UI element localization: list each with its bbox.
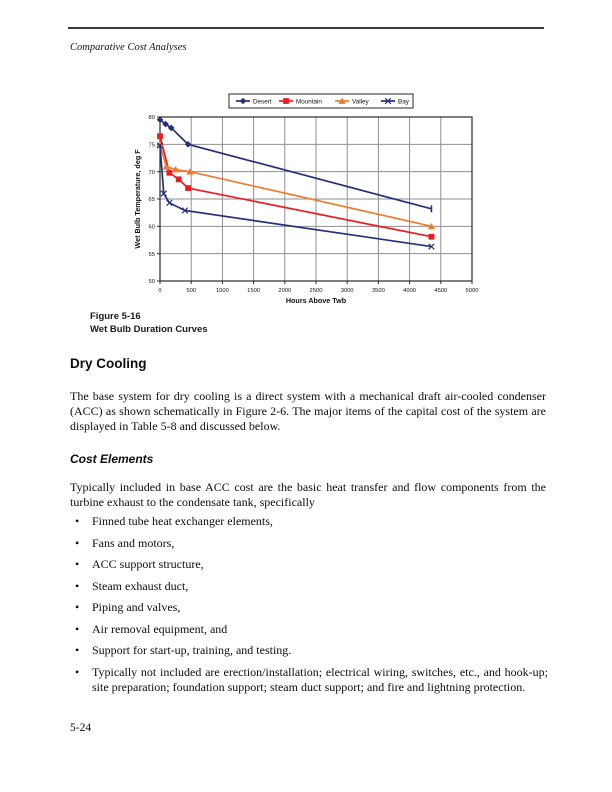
running-header: Comparative Cost Analyses (70, 42, 187, 53)
list-item: • ACC support structure, (70, 557, 548, 572)
series-desert (157, 116, 432, 212)
marker-triangle-icon (163, 163, 170, 169)
series-line (160, 136, 431, 237)
dry-cooling-paragraph: The base system for dry cooling is a direct system with a mechanical draft air-cooled condenser (ACC) as shown schematically in Figure 2-6. The major items of the capital cost of the system are displayed in Table 5-8 and discussed below. (70, 389, 546, 433)
y-tick-label: 75 (148, 142, 155, 149)
y-tick-label: 60 (148, 224, 155, 231)
y-tick-label: 50 (148, 279, 155, 286)
x-tick-label: 2000 (278, 288, 292, 294)
list-item: • Support for start-up, training, and testing. (70, 643, 548, 658)
list-item: • Finned tube heat exchanger elements, (70, 514, 548, 529)
figure-caption (90, 311, 208, 336)
x-tick-label: 1000 (215, 288, 229, 294)
y-tick-label: 55 (148, 251, 155, 258)
list-item: • Steam exhaust duct, (70, 579, 548, 594)
x-axis-title: Hours Above Twb (285, 296, 347, 305)
marker-square-icon (185, 185, 191, 191)
header-rule (68, 27, 544, 29)
legend-label: Bay (398, 98, 409, 106)
marker-square-icon (166, 170, 172, 176)
list-item: • Piping and valves, (70, 600, 548, 615)
legend-label: Mountain (296, 98, 322, 106)
series-line (160, 144, 431, 226)
list-item: • Fans and motors, (70, 536, 548, 551)
cost-elements-list (70, 514, 548, 701)
legend-label: Valley (352, 98, 369, 106)
y-tick-label: 65 (148, 197, 155, 204)
figure-caption-label: Figure 5-16 (90, 311, 141, 322)
marker-square-icon (157, 133, 163, 139)
x-tick-label: 4000 (403, 288, 417, 294)
cost-elements-paragraph: Typically included in base ACC cost are the basic heat transfer and flow components from the turbine exhaust to the condensate tank, specifically (70, 480, 546, 509)
series-valley (156, 141, 435, 229)
axis-ticks (149, 115, 479, 294)
series-mountain (157, 133, 434, 239)
marker-square-icon (176, 176, 182, 182)
y-tick-label: 80 (148, 115, 155, 122)
x-tick-label: 5000 (465, 288, 479, 294)
wet-bulb-duration-chart (132, 91, 484, 315)
section-heading-dry-cooling: Dry Cooling (70, 356, 147, 371)
x-tick-label: 3500 (371, 288, 385, 294)
x-tick-label: 4500 (434, 288, 448, 294)
gridlines (160, 117, 472, 281)
chart-legend (229, 94, 413, 108)
subsection-heading-cost-elements: Cost Elements (70, 452, 154, 466)
y-tick-label: 70 (148, 169, 155, 176)
figure-caption-title: Wet Bulb Duration Curves (90, 323, 208, 335)
x-tick-label: 2500 (309, 288, 323, 294)
list-item: • Air removal equipment, and (70, 622, 548, 637)
x-tick-label: 1500 (247, 288, 261, 294)
list-item: • Typically not included are erection/installation; electrical wiring, switches, etc., and hook-up; site preparation; foundation support; steam duct support; and fire and lightning protection. (70, 665, 548, 695)
chart-canvas (132, 91, 484, 315)
x-tick-label: 3000 (340, 288, 354, 294)
marker-square-icon (429, 234, 435, 240)
page-number: 5-24 (70, 722, 92, 734)
legend-label: Desert (253, 98, 272, 106)
y-axis-title: Wet Bulb Temperature, deg F (133, 149, 142, 249)
marker-square-icon (283, 98, 289, 104)
x-tick-label: 0 (158, 288, 162, 294)
x-tick-label: 500 (186, 288, 197, 294)
